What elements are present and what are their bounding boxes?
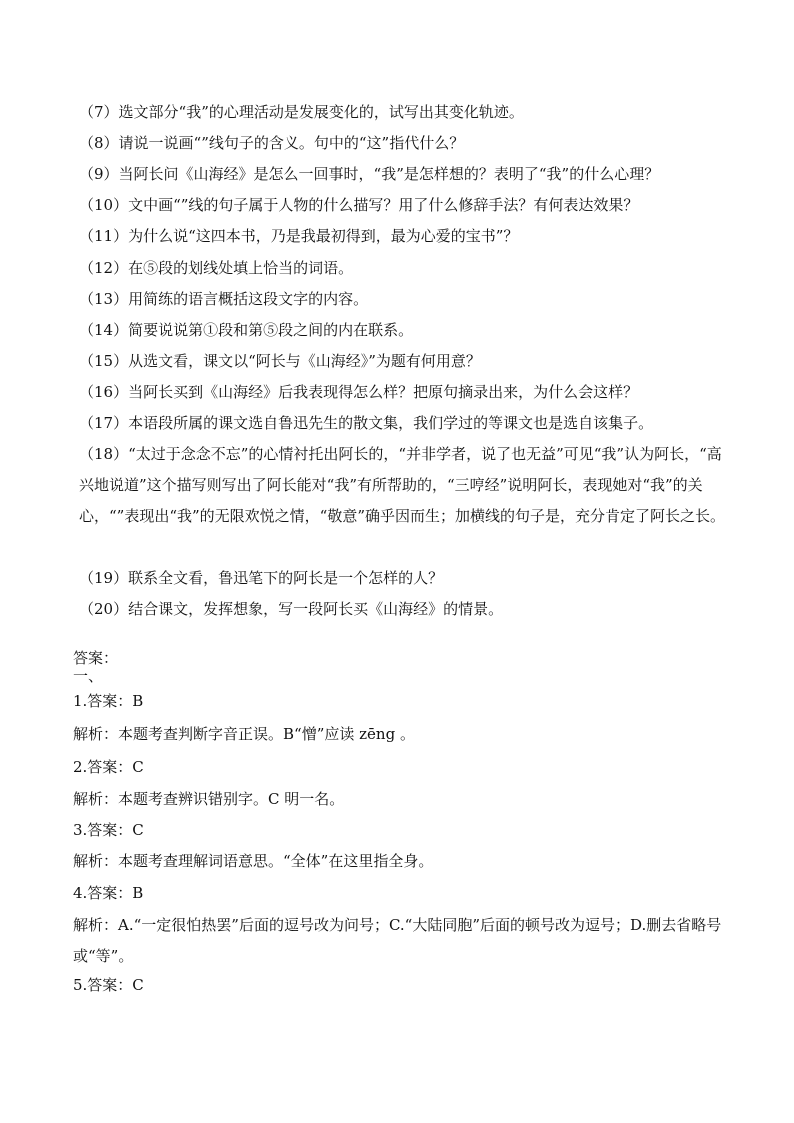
- question-11: （11）为什么说“这四本书，乃是我最初得到，最为心爱的宝书”？: [79, 227, 519, 245]
- answer-2: 2.答案：C: [73, 758, 144, 776]
- question-12: （12）在⑤段的划线处填上恰当的词语。: [79, 259, 354, 277]
- question-20: （20）结合课文，发挥想象，写一段阿长买《山海经》的情景。: [79, 600, 504, 618]
- answer-3: 3.答案：C: [73, 821, 144, 839]
- question-16: （16）当阿长买到《山海经》后我表现得怎么样？把原句摘录出来，为什么会这样？: [79, 383, 639, 401]
- answer-4: 4.答案：B: [73, 884, 144, 902]
- question-13: （13）用简练的语言概括这段文字的内容。: [79, 290, 369, 308]
- question-17: （17）本语段所属的课文选自鲁迅先生的散文集，我们学过的等课文也是选自该集子。: [79, 414, 654, 432]
- question-8: （8）请说一说画“”线句子的含义。句中的“这”指代什么？: [79, 134, 465, 152]
- answer-1: 1.答案：B: [73, 692, 144, 710]
- question-7: （7）选文部分“我”的心理活动是发展变化的，试写出其变化轨迹。: [79, 103, 524, 121]
- question-19: （19）联系全文看，鲁迅笔下的阿长是一个怎样的人？: [79, 569, 444, 587]
- analysis-4: 解析：A.“一定很怕热罢”后面的逗号改为问号；C.“大陆同胞”后面的顿号改为逗号；D.删去省略号或“等”。: [73, 916, 722, 965]
- question-10: （10）文中画“”线的句子属于人物的什么描写？用了什么修辞手法？有何表达效果？: [79, 196, 639, 214]
- answer-5: 5.答案：C: [73, 976, 144, 994]
- question-18: （18）“太过于念念不忘”的心情衬托出阿长的，“并非学者，说了也无益”可见“我”认为阿长，“高兴地说道”这个描写则写出了阿长能对“我”有所帮助的，“三哼经”说明阿长，表现她对“我”的关心，“”表现出“我”的无限欢悦之情，“敬意”确乎因而生；加横线的句子是，充分肯定了阿长之长。: [79, 445, 726, 525]
- answers-heading: 答案：: [73, 649, 119, 667]
- question-9: （9）当阿长问《山海经》是怎么一回事时，“我”是怎样想的？表明了“我”的什么心理？: [79, 165, 660, 183]
- question-14: （14）简要说说第①段和第⑤段之间的内在联系。: [79, 321, 414, 339]
- section-one-heading: 一、: [73, 667, 104, 685]
- question-15: （15）从选文看，课文以“阿长与《山海经》”为题有何用意？: [79, 352, 481, 370]
- analysis-3: 解析：本题考查理解词语意思。“全体”在这里指全身。: [73, 852, 434, 870]
- analysis-1: 解析：本题考查判断字音正误。B“憎”应读 zēng 。: [73, 725, 415, 743]
- analysis-2: 解析：本题考查辨识错别字。C 明一名。: [73, 790, 345, 808]
